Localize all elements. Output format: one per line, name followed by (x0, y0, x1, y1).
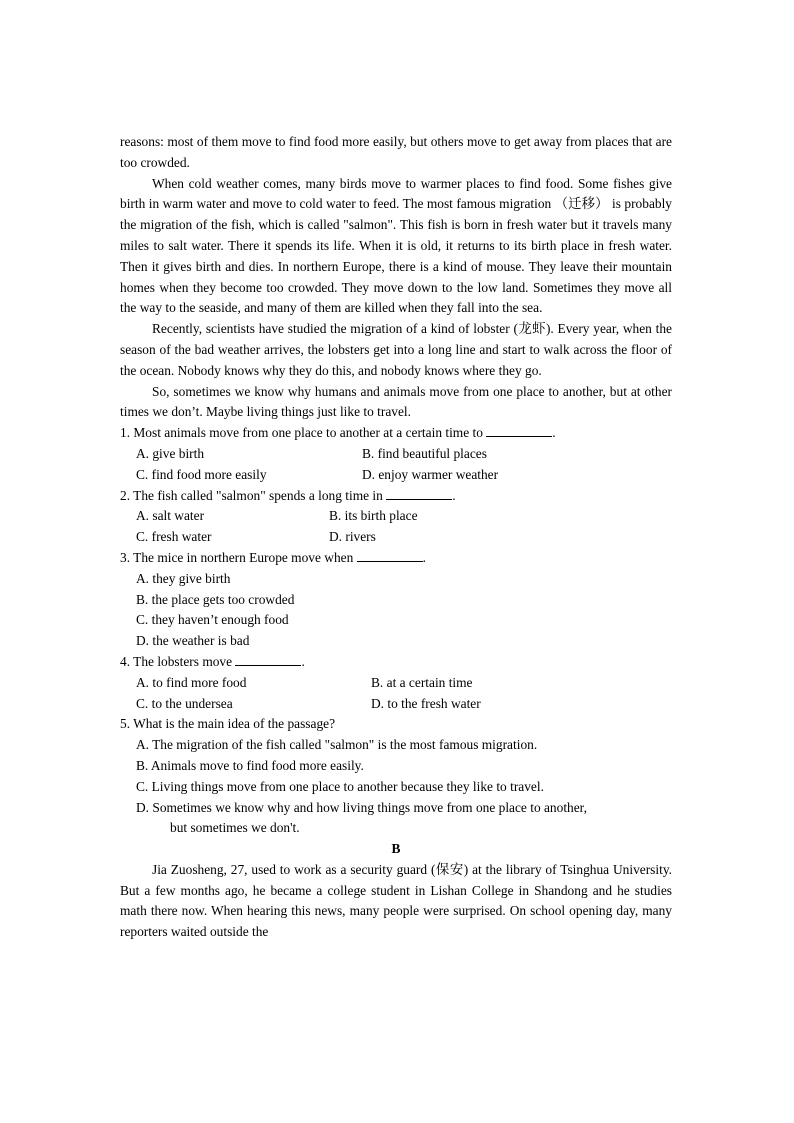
passage-a-paragraph-1: When cold weather comes, many birds move to warmer places to find food. Some fishes give birth in warm water and move to cold water to feed. The most famous migration （迁移） is probably the migration of the fish, which is called "salmon". This fish is born in fresh water but it travels many miles to salt water. There it spends its life. When it is old, it returns to its birth place in fresh water. Then it gives birth and dies. In northern Europe, there is a kind of mouse. They leave their mountain homes when they become too crowded. They move down to the low land. Sometimes they move all the way to the seaside, and many of them are killed when they fall into the sea. (120, 175, 672, 316)
question-3: 3. The mice in northern Europe move when . A. they give birth B. the place gets too crowded C. they haven’t enough food D. the weather is bad (120, 548, 672, 652)
passage-a-paragraph-0: reasons: most of them move to find food more easily, but others move to get away from places that are too crowded. (120, 134, 672, 170)
passage-b-paragraph-1: Jia Zuosheng, 27, used to work as a security guard (保安) at the library of Tsinghua University. But a few months ago, he became a college student in Lishan College in Shandong and he studies math there now. When hearing this news, many people were surprised. On school opening day, many reporters waited outside the (120, 861, 672, 940)
passage-a-paragraph-2: Recently, scientists have studied the migration of a kind of lobster (龙虾). Every year, when the season of the bad weather arrives, the lobsters get into a long line and start to walk across the floor of the ocean. Nobody knows why they do this, and nobody knows where they go. (120, 321, 672, 378)
question-2-option-a: A. salt water (136, 508, 205, 524)
question-4-option-a: A. to find more food (136, 674, 247, 690)
question-3-stem: 3. The mice in northern Europe move when (120, 549, 354, 565)
question-4-option-c: C. to the undersea (136, 695, 233, 711)
question-1-option-a: A. give birth (136, 445, 205, 461)
question-1-option-c: C. find food more easily (136, 466, 267, 482)
question-2-option-c: C. fresh water (136, 529, 212, 545)
question-5-option-d: D. Sometimes we know why and how living things move from one place to another, (136, 799, 587, 815)
section-heading-b: B (391, 841, 401, 857)
question-1-stem: 1. Most animals move from one place to another at a certain time to (120, 425, 483, 441)
question-4-stem: 4. The lobsters move (120, 653, 233, 669)
question-3-option-b: B. the place gets too crowded (136, 591, 295, 607)
question-5 (120, 714, 672, 839)
question-5-stem: 5. What is the main idea of the passage? (120, 716, 336, 732)
question-2-option-d: D. rivers (329, 529, 376, 545)
question-1-option-b: B. find beautiful places (362, 445, 487, 461)
question-5-option-d-continued: but sometimes we don't. (170, 820, 300, 836)
question-5-option-c: C. Living things move from one place to another because they like to travel. (136, 778, 544, 794)
question-2: 2. The fish called "salmon" spends a long time in . A. salt water B. its birth place C. fresh water D. rivers (120, 486, 672, 548)
question-3-option-a: A. they give birth (136, 570, 231, 586)
document-page (120, 132, 672, 943)
question-2-stem: 2. The fish called "salmon" spends a long time in (120, 487, 383, 503)
question-3-option-c: C. they haven’t enough food (136, 612, 289, 628)
question-4: 4. The lobsters move . A. to find more food B. at a certain time C. to the undersea D. to the fresh water (120, 652, 672, 714)
question-3-option-d: D. the weather is bad (136, 633, 250, 649)
passage-a-paragraph-3: So, sometimes we know why humans and animals move from one place to another, but at other times we don’t. Maybe living things just like to travel. (120, 383, 672, 420)
question-5-option-a: A. The migration of the fish called "salmon" is the most famous migration. (136, 737, 538, 753)
answer-blank (386, 486, 452, 500)
answer-blank (357, 548, 423, 562)
answer-blank (235, 652, 301, 666)
question-4-option-b: B. at a certain time (371, 674, 473, 690)
question-4-option-d: D. to the fresh water (371, 695, 481, 711)
question-5-option-b: B. Animals move to find food more easily. (136, 757, 364, 773)
question-2-option-b: B. its birth place (329, 508, 418, 524)
question-1: 1. Most animals move from one place to another at a certain time to . A. give birth B. find beautiful places C. find food more easily D. enjoy warmer weather (120, 423, 672, 485)
answer-blank (486, 423, 552, 437)
question-1-option-d: D. enjoy warmer weather (362, 466, 499, 482)
